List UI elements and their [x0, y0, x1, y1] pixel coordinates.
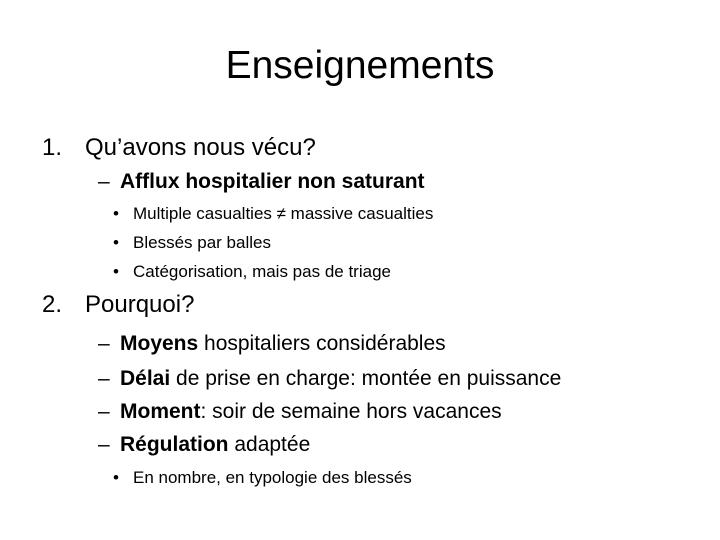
sub-point-bold: Délai	[120, 367, 171, 390]
dash-marker: –	[98, 367, 110, 390]
sub-point-text	[120, 366, 561, 392]
dash-marker: –	[98, 433, 110, 456]
sub-point-bold: Afflux hospitalier non saturant	[120, 170, 425, 193]
sub-point-text	[120, 331, 446, 357]
bullet-marker: •	[113, 233, 119, 252]
bullet-marker: •	[113, 468, 119, 487]
section-heading: Pourquoi?	[85, 291, 195, 318]
section-number: 2.	[42, 291, 63, 318]
bullet-text: Multiple casualties ≠ massive casualties	[133, 204, 434, 223]
sub-point-rest: de prise en charge: montée en puissance	[170, 367, 562, 390]
sub-point-bold: Régulation	[120, 433, 229, 456]
bullet-text: Catégorisation, mais pas de triage	[133, 262, 391, 281]
section-number: 1.	[42, 134, 63, 161]
sub-point-rest: hospitaliers considérables	[198, 332, 446, 355]
bullet-text: Blessés par balles	[133, 233, 271, 252]
section-heading: Qu’avons nous vécu?	[85, 134, 316, 161]
sub-point-rest: : soir de semaine hors vacances	[200, 400, 502, 423]
bullet-marker: •	[113, 204, 119, 223]
sub-point-text	[120, 432, 310, 458]
bullet-marker: •	[113, 262, 119, 281]
sub-point-text	[120, 169, 425, 195]
sub-point-text	[120, 399, 502, 425]
sub-point-bold: Moyens	[120, 332, 199, 355]
bullet-text: En nombre, en typologie des blessés	[133, 468, 412, 487]
sub-point-rest: adaptée	[228, 433, 311, 456]
dash-marker: –	[98, 170, 110, 193]
dash-marker: –	[98, 400, 110, 423]
slide-title: Enseignements	[225, 44, 495, 87]
sub-point-bold: Moment	[120, 400, 201, 423]
dash-marker: –	[98, 332, 110, 355]
